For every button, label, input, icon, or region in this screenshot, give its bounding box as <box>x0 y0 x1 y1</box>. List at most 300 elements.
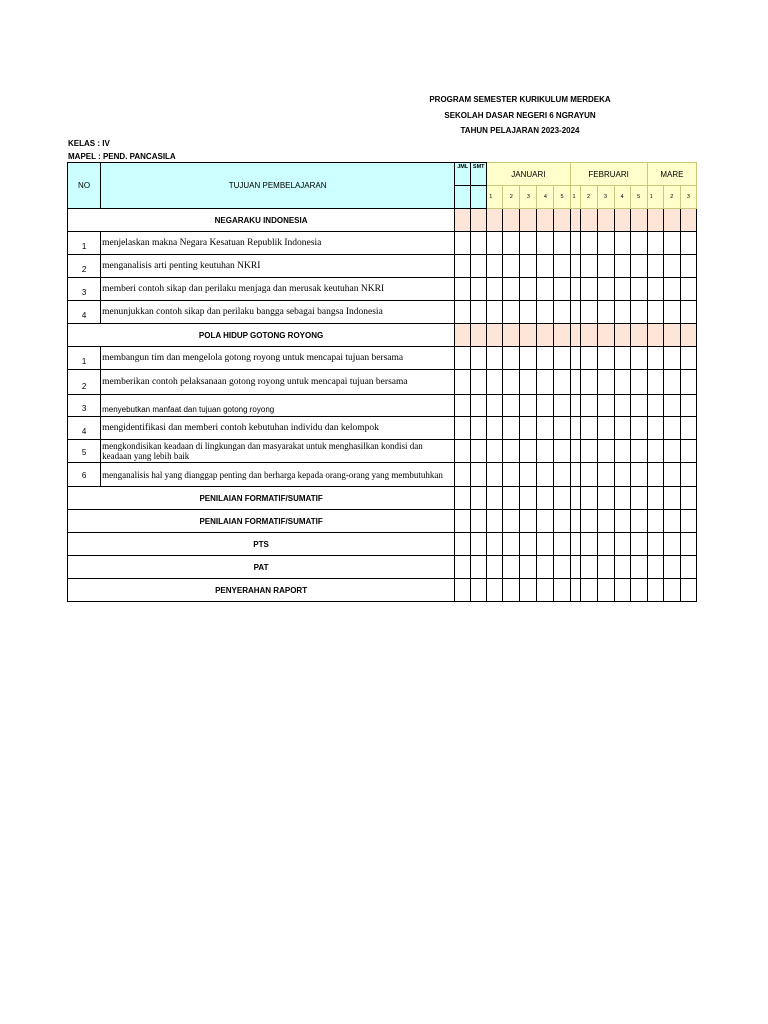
grid-cell <box>597 232 614 255</box>
grid-cell <box>580 510 597 533</box>
grid-cell <box>455 347 471 370</box>
grid-cell <box>537 533 554 556</box>
grid-cell <box>570 395 580 417</box>
grid-cell <box>680 347 696 370</box>
month-header: JANUARI <box>487 163 570 186</box>
grid-cell <box>503 324 520 347</box>
col-smt-header: SMT <box>471 163 487 186</box>
grid-cell <box>663 533 680 556</box>
grid-cell <box>630 533 647 556</box>
grid-cell <box>630 395 647 417</box>
grid-cell <box>630 232 647 255</box>
grid-cell <box>520 324 537 347</box>
grid-cell <box>520 463 537 487</box>
grid-cell <box>487 556 503 579</box>
row-number: 6 <box>68 463 101 487</box>
grid-cell <box>487 440 503 463</box>
grid-cell <box>554 487 570 510</box>
grid-cell <box>471 370 487 395</box>
grid-cell <box>680 440 696 463</box>
grid-cell <box>487 255 503 278</box>
grid-cell <box>537 440 554 463</box>
grid-cell <box>487 463 503 487</box>
grid-cell <box>570 440 580 463</box>
grid-cell <box>520 533 537 556</box>
grid-cell <box>471 487 487 510</box>
grid-cell <box>520 487 537 510</box>
week-number: 1 <box>487 186 503 209</box>
grid-cell <box>520 278 537 301</box>
learning-objective: menyebutkan manfaat dan tujuan gotong royong <box>101 395 455 417</box>
grid-cell <box>570 324 580 347</box>
grid-cell <box>580 487 597 510</box>
grid-cell <box>630 510 647 533</box>
grid-cell <box>580 255 597 278</box>
grid-cell <box>597 533 614 556</box>
table-row <box>68 417 697 440</box>
grid-cell <box>647 209 663 232</box>
grid-cell <box>597 463 614 487</box>
grid-cell <box>503 278 520 301</box>
grid-cell <box>680 395 696 417</box>
grid-cell <box>663 232 680 255</box>
grid-cell <box>614 255 630 278</box>
table-row <box>68 301 697 324</box>
grid-cell <box>647 556 663 579</box>
grid-cell <box>487 417 503 440</box>
grid-cell <box>630 440 647 463</box>
class-label: KELAS : IV <box>68 139 110 148</box>
grid-cell <box>580 579 597 602</box>
grid-cell <box>680 579 696 602</box>
grid-cell <box>487 232 503 255</box>
grid-cell <box>455 510 471 533</box>
grid-cell <box>647 278 663 301</box>
week-number: 4 <box>614 186 630 209</box>
grid-cell <box>554 232 570 255</box>
grid-cell <box>614 395 630 417</box>
grid-cell <box>471 395 487 417</box>
table-row <box>68 347 697 370</box>
grid-cell <box>663 440 680 463</box>
grid-cell <box>630 463 647 487</box>
grid-cell <box>503 395 520 417</box>
grid-cell <box>471 232 487 255</box>
grid-cell <box>570 533 580 556</box>
week-number: 3 <box>597 186 614 209</box>
week-number: 3 <box>520 186 537 209</box>
grid-cell <box>580 533 597 556</box>
grid-cell <box>455 301 471 324</box>
grid-cell <box>597 209 614 232</box>
grid-cell <box>580 324 597 347</box>
grid-cell <box>630 255 647 278</box>
grid-cell <box>520 417 537 440</box>
grid-cell <box>647 232 663 255</box>
grid-cell <box>520 232 537 255</box>
grid-cell <box>570 255 580 278</box>
grid-cell <box>487 533 503 556</box>
grid-cell <box>455 556 471 579</box>
class-info <box>68 137 176 163</box>
footer-row <box>68 487 697 510</box>
grid-cell <box>580 556 597 579</box>
grid-cell <box>597 556 614 579</box>
grid-cell <box>614 347 630 370</box>
subject-label: MAPEL : PEND. PANCASILA <box>68 152 176 161</box>
grid-cell <box>597 417 614 440</box>
schedule-item: PTS <box>68 533 455 556</box>
grid-cell <box>503 255 520 278</box>
grid-cell <box>614 487 630 510</box>
grid-cell <box>614 533 630 556</box>
grid-cell <box>663 487 680 510</box>
grid-cell <box>537 278 554 301</box>
section-row <box>68 324 697 347</box>
grid-cell <box>614 209 630 232</box>
row-number: 1 <box>68 232 101 255</box>
grid-cell <box>647 487 663 510</box>
grid-cell <box>455 395 471 417</box>
grid-cell <box>647 301 663 324</box>
grid-cell <box>503 556 520 579</box>
table-row <box>68 278 697 301</box>
grid-cell <box>570 301 580 324</box>
grid-cell <box>570 417 580 440</box>
week-number: 5 <box>630 186 647 209</box>
month-header: FEBRUARI <box>570 163 647 186</box>
semester-program-table <box>67 162 697 602</box>
grid-cell <box>570 463 580 487</box>
grid-cell <box>663 278 680 301</box>
grid-cell <box>630 579 647 602</box>
grid-cell <box>663 579 680 602</box>
grid-cell <box>570 370 580 395</box>
header-row <box>68 163 697 186</box>
grid-cell <box>597 255 614 278</box>
grid-cell <box>614 510 630 533</box>
grid-cell <box>570 556 580 579</box>
week-number: 2 <box>663 186 680 209</box>
grid-cell <box>647 347 663 370</box>
learning-objective: mengkondisikan keadaan di lingkungan dan masyarakat untuk menghasilkan kondisi dan keadaan yang lebih baik <box>101 440 455 463</box>
grid-cell <box>680 278 696 301</box>
grid-cell <box>554 395 570 417</box>
grid-cell <box>630 556 647 579</box>
grid-cell <box>471 440 487 463</box>
grid-cell <box>597 370 614 395</box>
grid-cell <box>503 533 520 556</box>
grid-cell <box>680 301 696 324</box>
grid-cell <box>520 395 537 417</box>
grid-cell <box>487 579 503 602</box>
grid-cell <box>647 440 663 463</box>
grid-cell <box>455 463 471 487</box>
grid-cell <box>614 301 630 324</box>
grid-cell <box>471 510 487 533</box>
document-header <box>370 92 670 139</box>
grid-cell <box>487 278 503 301</box>
grid-cell <box>554 209 570 232</box>
grid-cell <box>647 370 663 395</box>
smt-blank <box>471 186 487 209</box>
grid-cell <box>663 370 680 395</box>
grid-cell <box>680 533 696 556</box>
grid-cell <box>680 370 696 395</box>
grid-cell <box>471 556 487 579</box>
grid-cell <box>580 232 597 255</box>
col-no-header: NO <box>68 163 101 209</box>
grid-cell <box>647 417 663 440</box>
grid-cell <box>487 370 503 395</box>
grid-cell <box>580 209 597 232</box>
grid-cell <box>471 463 487 487</box>
grid-cell <box>663 463 680 487</box>
grid-cell <box>520 301 537 324</box>
grid-cell <box>520 579 537 602</box>
grid-cell <box>520 347 537 370</box>
footer-row <box>68 556 697 579</box>
grid-cell <box>520 209 537 232</box>
learning-objective: menjelaskan makna Negara Kesatuan Republik Indonesia <box>101 232 455 255</box>
grid-cell <box>503 301 520 324</box>
grid-cell <box>570 347 580 370</box>
grid-cell <box>597 579 614 602</box>
footer-row <box>68 533 697 556</box>
grid-cell <box>503 579 520 602</box>
grid-cell <box>614 324 630 347</box>
schedule-item: PENILAIAN FORMATIF/SUMATIF <box>68 487 455 510</box>
grid-cell <box>663 209 680 232</box>
grid-cell <box>580 278 597 301</box>
week-number: 4 <box>537 186 554 209</box>
learning-objective: menunjukkan contoh sikap dan perilaku bangga sebagai bangsa Indonesia <box>101 301 455 324</box>
grid-cell <box>597 324 614 347</box>
grid-cell <box>537 232 554 255</box>
grid-cell <box>647 255 663 278</box>
grid-cell <box>570 487 580 510</box>
row-number: 3 <box>68 278 101 301</box>
grid-cell <box>680 463 696 487</box>
row-number: 2 <box>68 255 101 278</box>
grid-cell <box>630 209 647 232</box>
learning-objective: memberi contoh sikap dan perilaku menjaga dan merusak keutuhan NKRI <box>101 278 455 301</box>
grid-cell <box>503 440 520 463</box>
grid-cell <box>554 278 570 301</box>
grid-cell <box>554 440 570 463</box>
grid-cell <box>520 556 537 579</box>
grid-cell <box>570 510 580 533</box>
grid-cell <box>554 556 570 579</box>
grid-cell <box>663 510 680 533</box>
week-number: 2 <box>503 186 520 209</box>
grid-cell <box>487 395 503 417</box>
grid-cell <box>487 324 503 347</box>
grid-cell <box>630 370 647 395</box>
schedule-item: PENILAIAN FORMATIF/SUMATIF <box>68 510 455 533</box>
grid-cell <box>554 370 570 395</box>
program-title: PROGRAM SEMESTER KURIKULUM MERDEKA <box>429 95 611 104</box>
grid-cell <box>554 463 570 487</box>
grid-cell <box>503 463 520 487</box>
grid-cell <box>471 255 487 278</box>
week-number: 5 <box>554 186 570 209</box>
schedule-item: PAT <box>68 556 455 579</box>
grid-cell <box>570 232 580 255</box>
grid-cell <box>680 510 696 533</box>
row-number: 2 <box>68 370 101 395</box>
grid-cell <box>614 556 630 579</box>
grid-cell <box>455 487 471 510</box>
section-title: POLA HIDUP GOTONG ROYONG <box>68 324 455 347</box>
grid-cell <box>554 347 570 370</box>
row-number: 1 <box>68 347 101 370</box>
grid-cell <box>455 278 471 301</box>
grid-cell <box>647 533 663 556</box>
row-number: 4 <box>68 417 101 440</box>
section-title: NEGARAKU INDONESIA <box>68 209 455 232</box>
grid-cell <box>537 301 554 324</box>
grid-cell <box>647 510 663 533</box>
grid-cell <box>537 463 554 487</box>
grid-cell <box>487 301 503 324</box>
grid-cell <box>503 510 520 533</box>
grid-cell <box>630 347 647 370</box>
grid-cell <box>663 417 680 440</box>
grid-cell <box>537 370 554 395</box>
grid-cell <box>614 579 630 602</box>
school-name: SEKOLAH DASAR NEGERI 6 NGRAYUN <box>444 110 596 120</box>
grid-cell <box>455 440 471 463</box>
grid-cell <box>663 255 680 278</box>
grid-cell <box>554 301 570 324</box>
grid-cell <box>597 301 614 324</box>
grid-cell <box>537 209 554 232</box>
grid-cell <box>487 487 503 510</box>
week-number: 3 <box>680 186 696 209</box>
grid-cell <box>455 255 471 278</box>
table-row <box>68 255 697 278</box>
grid-cell <box>630 487 647 510</box>
grid-cell <box>580 417 597 440</box>
table-row <box>68 370 697 395</box>
grid-cell <box>554 510 570 533</box>
grid-cell <box>520 440 537 463</box>
grid-cell <box>520 255 537 278</box>
grid-cell <box>680 209 696 232</box>
academic-year: TAHUN PELAJARAN 2023-2024 <box>460 126 580 135</box>
grid-cell <box>471 324 487 347</box>
grid-cell <box>455 579 471 602</box>
schedule-item: PENYERAHAN RAPORT <box>68 579 455 602</box>
grid-cell <box>503 209 520 232</box>
grid-cell <box>614 370 630 395</box>
grid-cell <box>570 278 580 301</box>
grid-cell <box>537 510 554 533</box>
grid-cell <box>630 324 647 347</box>
grid-cell <box>580 463 597 487</box>
grid-cell <box>455 370 471 395</box>
learning-objective: menganalisis arti penting keutuhan NKRI <box>101 255 455 278</box>
grid-cell <box>614 440 630 463</box>
grid-cell <box>680 232 696 255</box>
month-header: MARE <box>647 163 696 186</box>
grid-cell <box>554 533 570 556</box>
grid-cell <box>580 395 597 417</box>
grid-cell <box>537 556 554 579</box>
col-tujuan-header: TUJUAN PEMBELAJARAN <box>101 163 455 209</box>
grid-cell <box>455 232 471 255</box>
grid-cell <box>487 209 503 232</box>
grid-cell <box>570 209 580 232</box>
grid-cell <box>455 209 471 232</box>
grid-cell <box>455 417 471 440</box>
grid-cell <box>663 324 680 347</box>
grid-cell <box>471 417 487 440</box>
table-row <box>68 395 697 417</box>
learning-objective: mengidentifikasi dan memberi contoh kebutuhan individu dan kelompok <box>101 417 455 440</box>
grid-cell <box>663 556 680 579</box>
learning-objective: menganalisis hal yang dianggap penting dan berharga kepada orang-orang yang membutuhkan <box>101 463 455 487</box>
week-number: 2 <box>580 186 597 209</box>
week-number: 1 <box>570 186 580 209</box>
grid-cell <box>630 417 647 440</box>
grid-cell <box>455 324 471 347</box>
grid-cell <box>487 510 503 533</box>
grid-cell <box>537 395 554 417</box>
grid-cell <box>455 533 471 556</box>
grid-cell <box>537 255 554 278</box>
grid-cell <box>597 510 614 533</box>
footer-row <box>68 510 697 533</box>
grid-cell <box>647 395 663 417</box>
grid-cell <box>487 347 503 370</box>
grid-cell <box>614 463 630 487</box>
grid-cell <box>614 417 630 440</box>
col-jml-header: JML <box>455 163 471 186</box>
grid-cell <box>614 278 630 301</box>
grid-cell <box>580 370 597 395</box>
grid-cell <box>503 232 520 255</box>
grid-cell <box>630 301 647 324</box>
grid-cell <box>520 510 537 533</box>
section-row <box>68 209 697 232</box>
grid-cell <box>554 417 570 440</box>
grid-cell <box>537 579 554 602</box>
grid-cell <box>503 347 520 370</box>
grid-cell <box>647 579 663 602</box>
grid-cell <box>471 278 487 301</box>
row-number: 3 <box>68 395 101 417</box>
grid-cell <box>537 347 554 370</box>
table-row <box>68 232 697 255</box>
week-number: 1 <box>647 186 663 209</box>
grid-cell <box>554 324 570 347</box>
grid-cell <box>647 463 663 487</box>
learning-objective: membangun tim dan mengelola gotong royong untuk mencapai tujuan bersama <box>101 347 455 370</box>
grid-cell <box>647 324 663 347</box>
grid-cell <box>614 232 630 255</box>
grid-cell <box>554 579 570 602</box>
grid-cell <box>503 417 520 440</box>
jml-blank <box>455 186 471 209</box>
grid-cell <box>680 417 696 440</box>
grid-cell <box>570 579 580 602</box>
grid-cell <box>580 301 597 324</box>
footer-row <box>68 579 697 602</box>
grid-cell <box>680 324 696 347</box>
grid-cell <box>680 556 696 579</box>
